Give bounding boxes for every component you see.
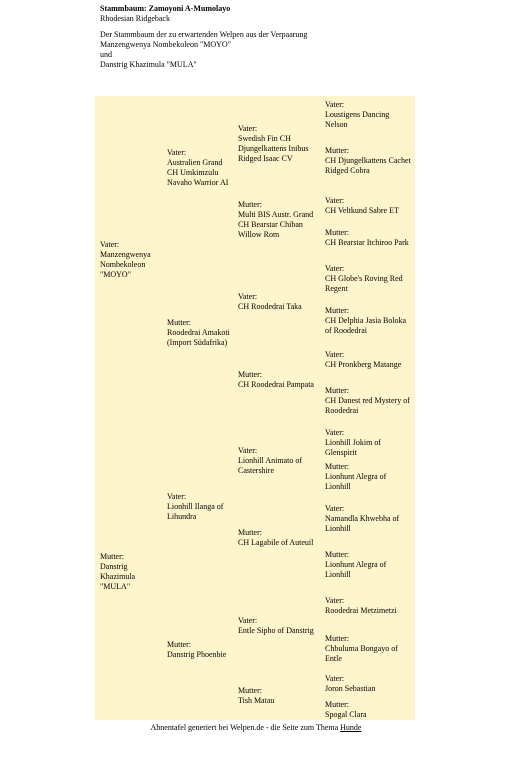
cell-label: Mutter: <box>238 200 262 209</box>
dog-name: Lionhill Jokim of Glenspirit <box>325 438 381 457</box>
gen4-ssdd <box>325 228 413 248</box>
gen1-dam <box>100 552 162 592</box>
dog-name: Entle Sipho of Danstrig <box>238 626 314 635</box>
gen4-sdds <box>325 350 413 370</box>
dog-name: Namandla Khwebha of Lionhill <box>325 514 400 533</box>
dam-name: Danstrig Khazimula "MULA" <box>100 60 197 69</box>
dog-name: CH Danest red Mystery of Roodedrai <box>325 396 410 415</box>
cell-label: Mutter: <box>325 228 349 237</box>
cell-label: Mutter: <box>238 528 262 537</box>
gen3-sdd <box>238 370 324 390</box>
dog-name: CH Lagabile of Auteuil <box>238 538 314 547</box>
gen4-ddsd <box>325 634 413 664</box>
hunde-link[interactable]: Hunde <box>340 723 362 732</box>
cell-label: Mutter: <box>325 306 349 315</box>
cell-label: Mutter: <box>325 550 349 559</box>
cell-label: Mutter: <box>167 640 191 649</box>
cell-label: Mutter: <box>325 462 349 471</box>
und-text: und <box>100 50 112 59</box>
gen3-sds <box>238 292 324 312</box>
cell-label: Vater: <box>238 292 258 301</box>
gen3-dds <box>238 616 324 636</box>
dog-name: CH Delphia Jasia Boloka of Roodedrai <box>325 316 407 335</box>
dog-name: Roodedrai Metzimetzi <box>325 606 397 615</box>
dog-name: CH Bearstar Itchiroo Park <box>325 238 409 247</box>
cell-label: Mutter: <box>325 634 349 643</box>
cell-label: Mutter: <box>238 686 262 695</box>
gen3-ddd <box>238 686 324 706</box>
page-title: Stammbaum: Zamoyoni A-Mumolayo <box>100 4 231 13</box>
cell-label: Vater: <box>325 596 345 605</box>
cell-label: Vater: <box>100 240 120 249</box>
cell-label: Mutter: <box>238 370 262 379</box>
gen4-dsds <box>325 504 413 534</box>
cell-label: Vater: <box>325 100 345 109</box>
dog-name: CH Globe's Roving Red Regent <box>325 274 403 293</box>
gen4-dsdd <box>325 550 413 580</box>
gen2-dd <box>167 640 231 660</box>
breed-name: Rhodesian Ridgeback <box>100 14 170 23</box>
header <box>100 4 307 70</box>
gen2-ds <box>167 492 231 522</box>
gen3-ssd <box>238 200 324 240</box>
gen3-dsd <box>238 528 324 548</box>
cell-label: Mutter: <box>325 700 349 709</box>
dog-name: CH Roodedrai Pampata <box>238 380 314 389</box>
gen4-ddds <box>325 674 413 694</box>
dog-name: Loustigens Dancing Nelson <box>325 110 390 129</box>
dog-name: Joron Sebastian <box>325 684 376 693</box>
gen4-dddd <box>325 700 413 720</box>
cell-label: Vater: <box>238 616 258 625</box>
gen4-ssds <box>325 196 413 216</box>
cell-label: Vater: <box>325 350 345 359</box>
dog-name: Roodedrai Amakoti (Import Südafrika) <box>167 328 230 347</box>
dog-name: Swedish Fin CH Djungelkattens Inibus Ridged Isaac CV <box>238 134 309 163</box>
dog-name: Tish Matau <box>238 696 275 705</box>
cell-label: Vater: <box>238 446 258 455</box>
footer-text: Ahnentafel generiert bei Welpen.de - die Seite zum Thema <box>150 723 339 732</box>
cell-label: Vater: <box>325 196 345 205</box>
sire-name: Manzengwenya Nombekoleon "MOYO" <box>100 40 231 49</box>
gen3-dss <box>238 446 324 476</box>
cell-label: Vater: <box>238 124 258 133</box>
cell-label: Vater: <box>325 674 345 683</box>
gen2-ss <box>167 148 231 188</box>
dog-name: CH Djungelkattens Cachet Ridged Cobra <box>325 156 411 175</box>
cell-label: Vater: <box>325 504 345 513</box>
dog-name: CH Veltkund Sabre ET <box>325 206 399 215</box>
intro-text: Der Stammbaum der zu erwartenden Welpen aus der Verpaarung <box>100 30 308 39</box>
dog-name: Multi BIS Austr. Grand CH Bearstar Chiban Willow Rom <box>238 210 314 239</box>
dog-name: Lionhunt Alegra of Lionhill <box>325 472 387 491</box>
dog-name: Lionhill Animato of Castershire <box>238 456 302 475</box>
gen4-ddss <box>325 596 413 616</box>
gen2-sd <box>167 318 231 348</box>
cell-label: Vater: <box>167 492 187 501</box>
gen4-sssd <box>325 146 413 176</box>
dog-name: Danstrig Phoenbie <box>167 650 227 659</box>
cell-label: Vater: <box>325 264 345 273</box>
footer <box>0 723 512 733</box>
gen4-dsss <box>325 428 413 458</box>
gen3-sss <box>238 124 324 164</box>
dog-name: Lionhill Ilanga of Lihundra <box>167 502 224 521</box>
gen4-ssss <box>325 100 413 130</box>
gen4-sddd <box>325 386 413 416</box>
dog-name: Chbuluma Bongayo of Entle <box>325 644 398 663</box>
cell-label: Mutter: <box>325 386 349 395</box>
gen4-sdsd <box>325 306 413 336</box>
cell-label: Mutter: <box>325 146 349 155</box>
dog-name: Lionhunt Alegra of Lionhill <box>325 560 387 579</box>
dog-name: Australien Grand CH Umkimzulu Navaho Warrior AI <box>167 158 229 187</box>
gen4-sdss <box>325 264 413 294</box>
gen1-sire <box>100 240 162 280</box>
dog-name: CH Roodedrai Taka <box>238 302 302 311</box>
cell-label: Vater: <box>167 148 187 157</box>
cell-label: Vater: <box>325 428 345 437</box>
dog-name: Danstrig Khazimula "MULA" <box>100 562 136 591</box>
dog-name: Spogal Clara <box>325 710 367 719</box>
pedigree-table <box>95 96 415 720</box>
cell-label: Mutter: <box>100 552 124 561</box>
dog-name: CH Pronkberg Matange <box>325 360 402 369</box>
cell-label: Mutter: <box>167 318 191 327</box>
dog-name: Manzengwenya Nombekoleon "MOYO" <box>100 250 151 279</box>
gen4-dssd <box>325 462 413 492</box>
